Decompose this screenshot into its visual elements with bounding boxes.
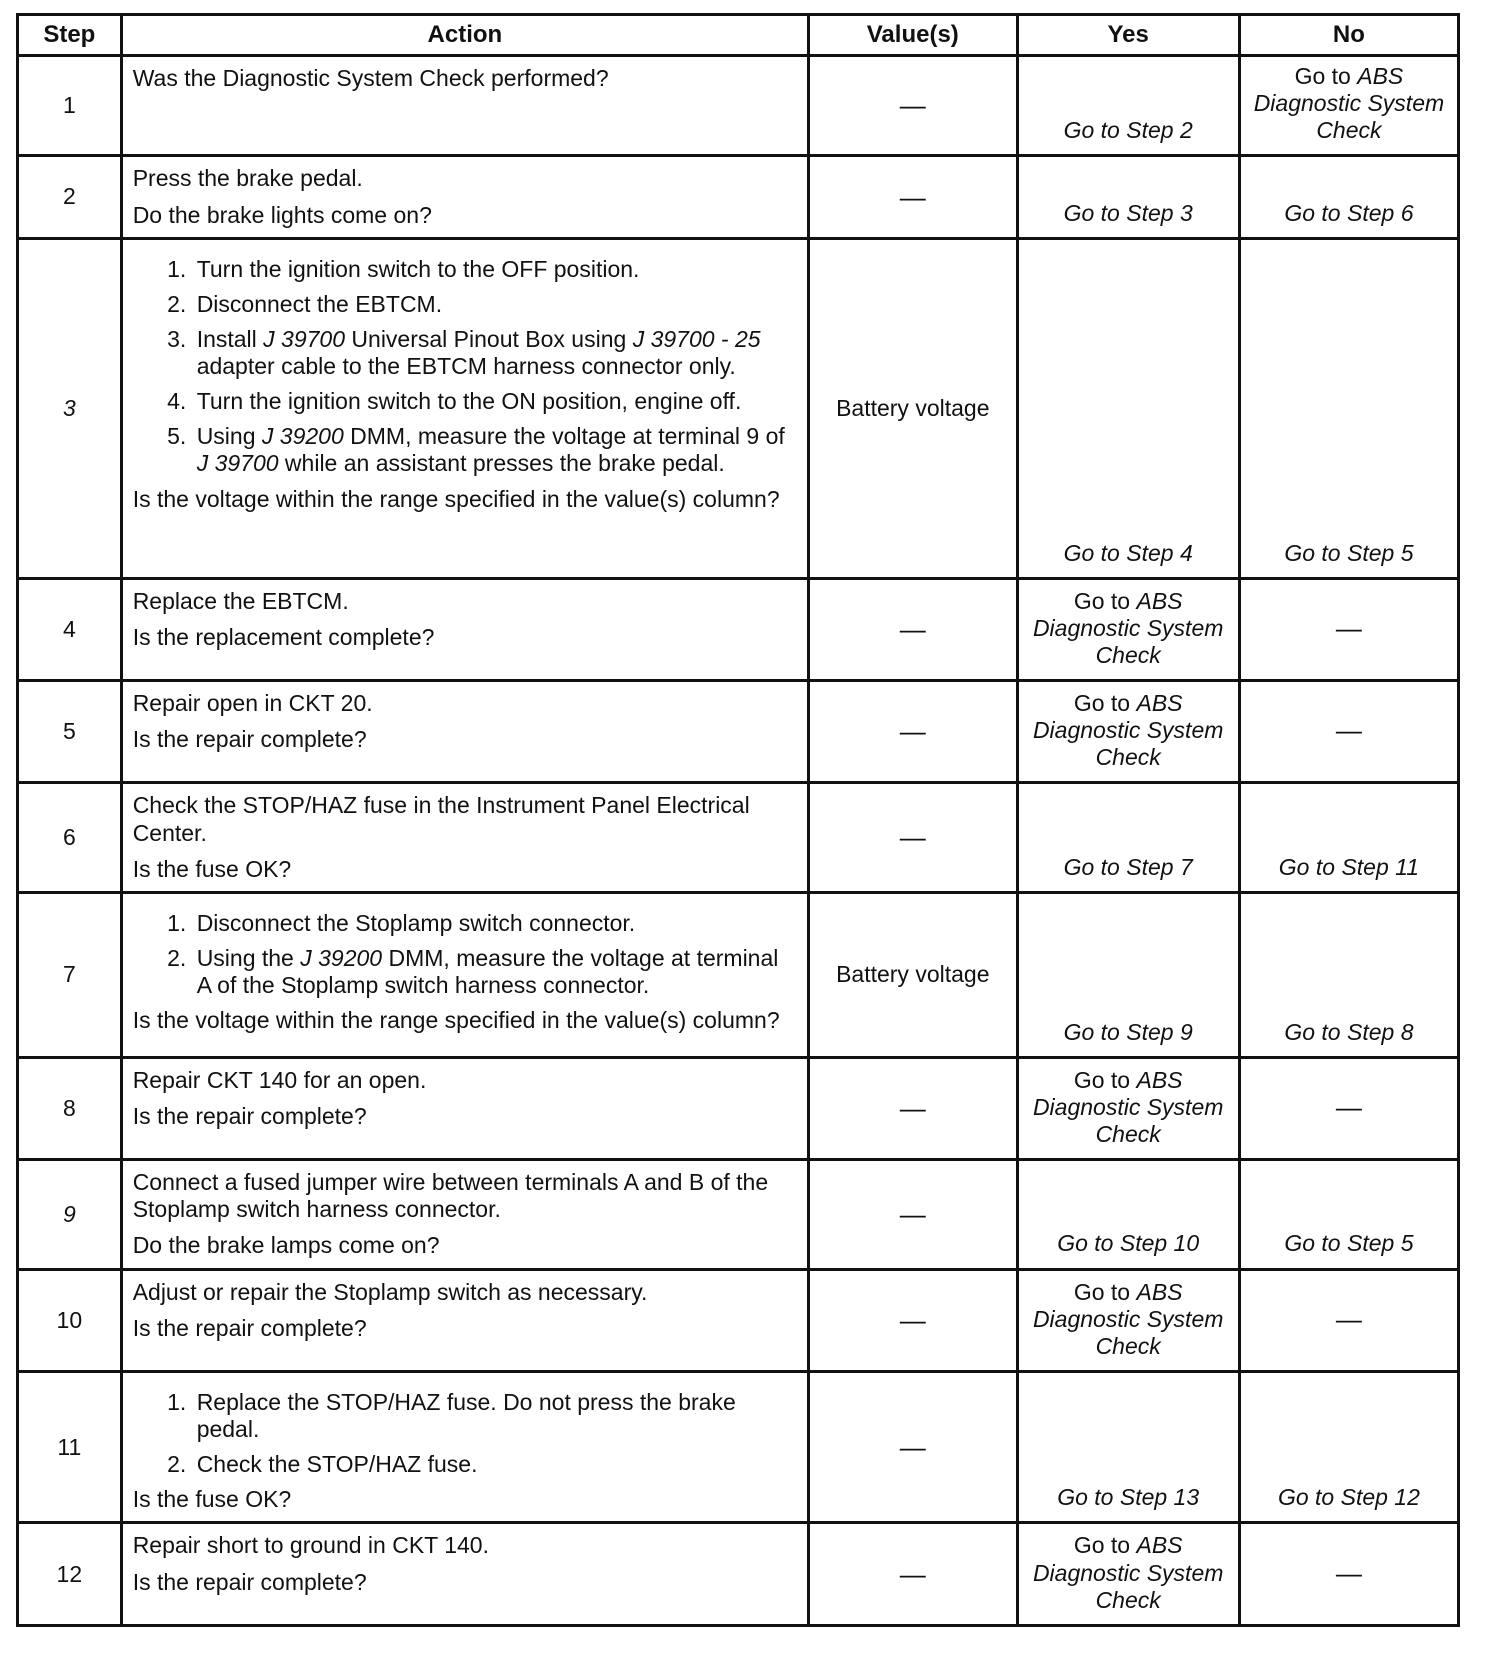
no-cell: Go to Step 12 [1239, 1371, 1458, 1523]
no-cell: Go to Step 5 [1239, 1160, 1458, 1269]
value-cell: — [809, 1057, 1017, 1159]
yes-cell [1017, 1523, 1239, 1625]
action-cell [121, 892, 808, 1057]
yes-cell [1017, 578, 1239, 680]
action-steps-list [133, 910, 797, 999]
yes-prefix: Go to [1073, 587, 1131, 614]
step-number: 7 [18, 892, 122, 1057]
action-question: Was the Diagnostic System Check performed? [132, 65, 609, 91]
tool-reference: J 39700 - 25 [632, 325, 761, 352]
yes-reference: ABS Diagnostic System Check [1032, 690, 1224, 771]
yes-cell: Go to Step 10 [1017, 1160, 1239, 1269]
step-number: 12 [18, 1523, 122, 1625]
value-cell: — [809, 56, 1017, 156]
value-cell: — [809, 578, 1017, 680]
table-row [18, 1371, 1459, 1523]
yes-reference: ABS Diagnostic System Check [1032, 1066, 1224, 1147]
diagnostic-table-page [16, 13, 1460, 1627]
item-text: Using the [196, 944, 301, 971]
yes-cell: Go to Step 2 [1017, 56, 1239, 156]
item-text: Using [196, 423, 262, 450]
header-action: Action [121, 15, 808, 56]
action-question: Is the fuse OK? [132, 1486, 292, 1513]
table-row [18, 1523, 1459, 1625]
table-row [18, 578, 1459, 680]
action-question: Is the repair complete? [132, 1314, 367, 1341]
value-cell: — [809, 1269, 1017, 1371]
yes-cell [1017, 681, 1239, 783]
header-values: Value(s) [809, 15, 1017, 56]
item-text: while an assistant presses the brake pedal. [278, 450, 725, 477]
step-number: 10 [18, 1269, 122, 1371]
action-cell [121, 578, 808, 680]
action-cell [121, 783, 808, 892]
step-number: 2 [18, 156, 122, 238]
no-cell: Go to Step 6 [1239, 156, 1458, 238]
table-row [18, 892, 1459, 1057]
header-no: No [1239, 15, 1458, 56]
no-cell: — [1239, 1057, 1458, 1159]
list-item [193, 945, 797, 999]
step-number: 3 [18, 238, 122, 578]
no-cell: Go to Step 5 [1239, 238, 1458, 578]
tool-reference: J 39200 [261, 423, 344, 450]
yes-cell [1017, 1269, 1239, 1371]
no-cell: — [1239, 1269, 1458, 1371]
action-text: Check the STOP/HAZ fuse in the Instrument Panel Electrical Center. [132, 792, 750, 846]
yes-cell: Go to Step 4 [1017, 238, 1239, 578]
value-cell: Battery voltage [809, 892, 1017, 1057]
yes-cell: Go to Step 7 [1017, 783, 1239, 892]
yes-reference: ABS Diagnostic System Check [1032, 1278, 1224, 1359]
action-cell [121, 156, 808, 238]
yes-prefix: Go to [1073, 1278, 1131, 1305]
item-text: Universal Pinout Box using [345, 325, 633, 352]
action-question: Is the repair complete? [132, 1568, 367, 1595]
item-text: DMM, measure the voltage at terminal 9 of [343, 423, 785, 450]
step-number: 8 [18, 1057, 122, 1159]
action-text: Repair CKT 140 for an open. [132, 1066, 427, 1093]
action-text: Connect a fused jumper wire between terminals A and B of the Stoplamp switch harness connector. [132, 1169, 769, 1223]
table-row [18, 783, 1459, 892]
action-cell [121, 238, 808, 578]
table-row [18, 1057, 1459, 1159]
action-steps-list [133, 256, 797, 478]
action-question: Is the voltage within the range specified in the value(s) column? [132, 485, 780, 512]
action-question: Do the brake lamps come on? [132, 1232, 440, 1259]
yes-cell [1017, 1057, 1239, 1159]
tool-reference: J 39700 [196, 450, 279, 477]
yes-reference: ABS Diagnostic System Check [1032, 587, 1224, 668]
yes-cell: Go to Step 9 [1017, 892, 1239, 1057]
item-text: DMM, measure the voltage at terminal A of the Stoplamp switch harness connector. [196, 944, 779, 998]
step-number: 9 [18, 1160, 122, 1269]
table-row [18, 156, 1459, 238]
action-cell [121, 1269, 808, 1371]
yes-prefix: Go to [1073, 1532, 1131, 1559]
table-row [18, 1160, 1459, 1269]
no-cell: Go to Step 11 [1239, 783, 1458, 892]
no-reference: ABS Diagnostic System Check [1253, 63, 1445, 144]
header-step: Step [18, 15, 122, 56]
yes-cell: Go to Step 13 [1017, 1371, 1239, 1523]
no-cell: — [1239, 1523, 1458, 1625]
list-item: 2. Disconnect the EBTCM. [193, 291, 797, 318]
list-item [193, 423, 797, 477]
action-question: Is the voltage within the range specified in the value(s) column? [132, 1007, 780, 1034]
item-text: Install [196, 325, 264, 352]
table-row [18, 56, 1459, 156]
action-question: Is the fuse OK? [132, 855, 292, 882]
no-cell: Go to Step 8 [1239, 892, 1458, 1057]
no-cell: — [1239, 578, 1458, 680]
action-steps-list [133, 1389, 797, 1478]
step-number: 11 [18, 1371, 122, 1523]
header-row [18, 15, 1459, 56]
action-cell [121, 1371, 808, 1523]
action-cell [121, 1057, 808, 1159]
action-text: Repair short to ground in CKT 140. [132, 1532, 489, 1559]
list-item: 1. Turn the ignition switch to the OFF position. [193, 256, 797, 283]
list-item: 1. Disconnect the Stoplamp switch connector. [193, 910, 797, 937]
value-cell: Battery voltage [809, 238, 1017, 578]
step-number: 4 [18, 578, 122, 680]
value-cell: — [809, 681, 1017, 783]
no-cell [1239, 56, 1458, 156]
action-cell [121, 1523, 808, 1625]
action-question: Is the replacement complete? [132, 623, 435, 650]
value-cell: — [809, 1371, 1017, 1523]
value-cell: — [809, 783, 1017, 892]
step-number: 5 [18, 681, 122, 783]
yes-cell: Go to Step 3 [1017, 156, 1239, 238]
action-question: Is the repair complete? [132, 726, 367, 753]
tool-reference: J 39200 [300, 944, 383, 971]
action-cell [121, 56, 808, 156]
value-cell: — [809, 1523, 1017, 1625]
action-cell [121, 681, 808, 783]
diagnostic-table [16, 13, 1460, 1627]
no-prefix: Go to [1294, 63, 1351, 89]
action-question: Is the repair complete? [132, 1102, 367, 1129]
action-text: Adjust or repair the Stoplamp switch as necessary. [132, 1278, 648, 1305]
value-cell: — [809, 1160, 1017, 1269]
list-item: 1. Replace the STOP/HAZ fuse. Do not press the brake pedal. [193, 1389, 797, 1443]
action-text: Press the brake pedal. [132, 165, 363, 192]
table-row [18, 238, 1459, 578]
tool-reference: J 39700 [263, 325, 346, 352]
step-number: 1 [18, 56, 122, 156]
item-text: adapter cable to the EBTCM harness connector only. [196, 353, 736, 379]
yes-reference: ABS Diagnostic System Check [1032, 1532, 1224, 1613]
list-item [193, 326, 797, 380]
list-item: 4. Turn the ignition switch to the ON position, engine off. [193, 388, 797, 415]
list-item: 2. Check the STOP/HAZ fuse. [193, 1451, 797, 1478]
table-row [18, 681, 1459, 783]
yes-prefix: Go to [1073, 690, 1131, 716]
yes-prefix: Go to [1073, 1066, 1131, 1093]
no-cell: — [1239, 681, 1458, 783]
action-question: Do the brake lights come on? [132, 201, 432, 228]
action-cell [121, 1160, 808, 1269]
action-text: Repair open in CKT 20. [132, 690, 373, 716]
value-cell: — [809, 156, 1017, 238]
step-number: 6 [18, 783, 122, 892]
table-row [18, 1269, 1459, 1371]
action-text: Replace the EBTCM. [132, 587, 349, 614]
header-yes: Yes [1017, 15, 1239, 56]
